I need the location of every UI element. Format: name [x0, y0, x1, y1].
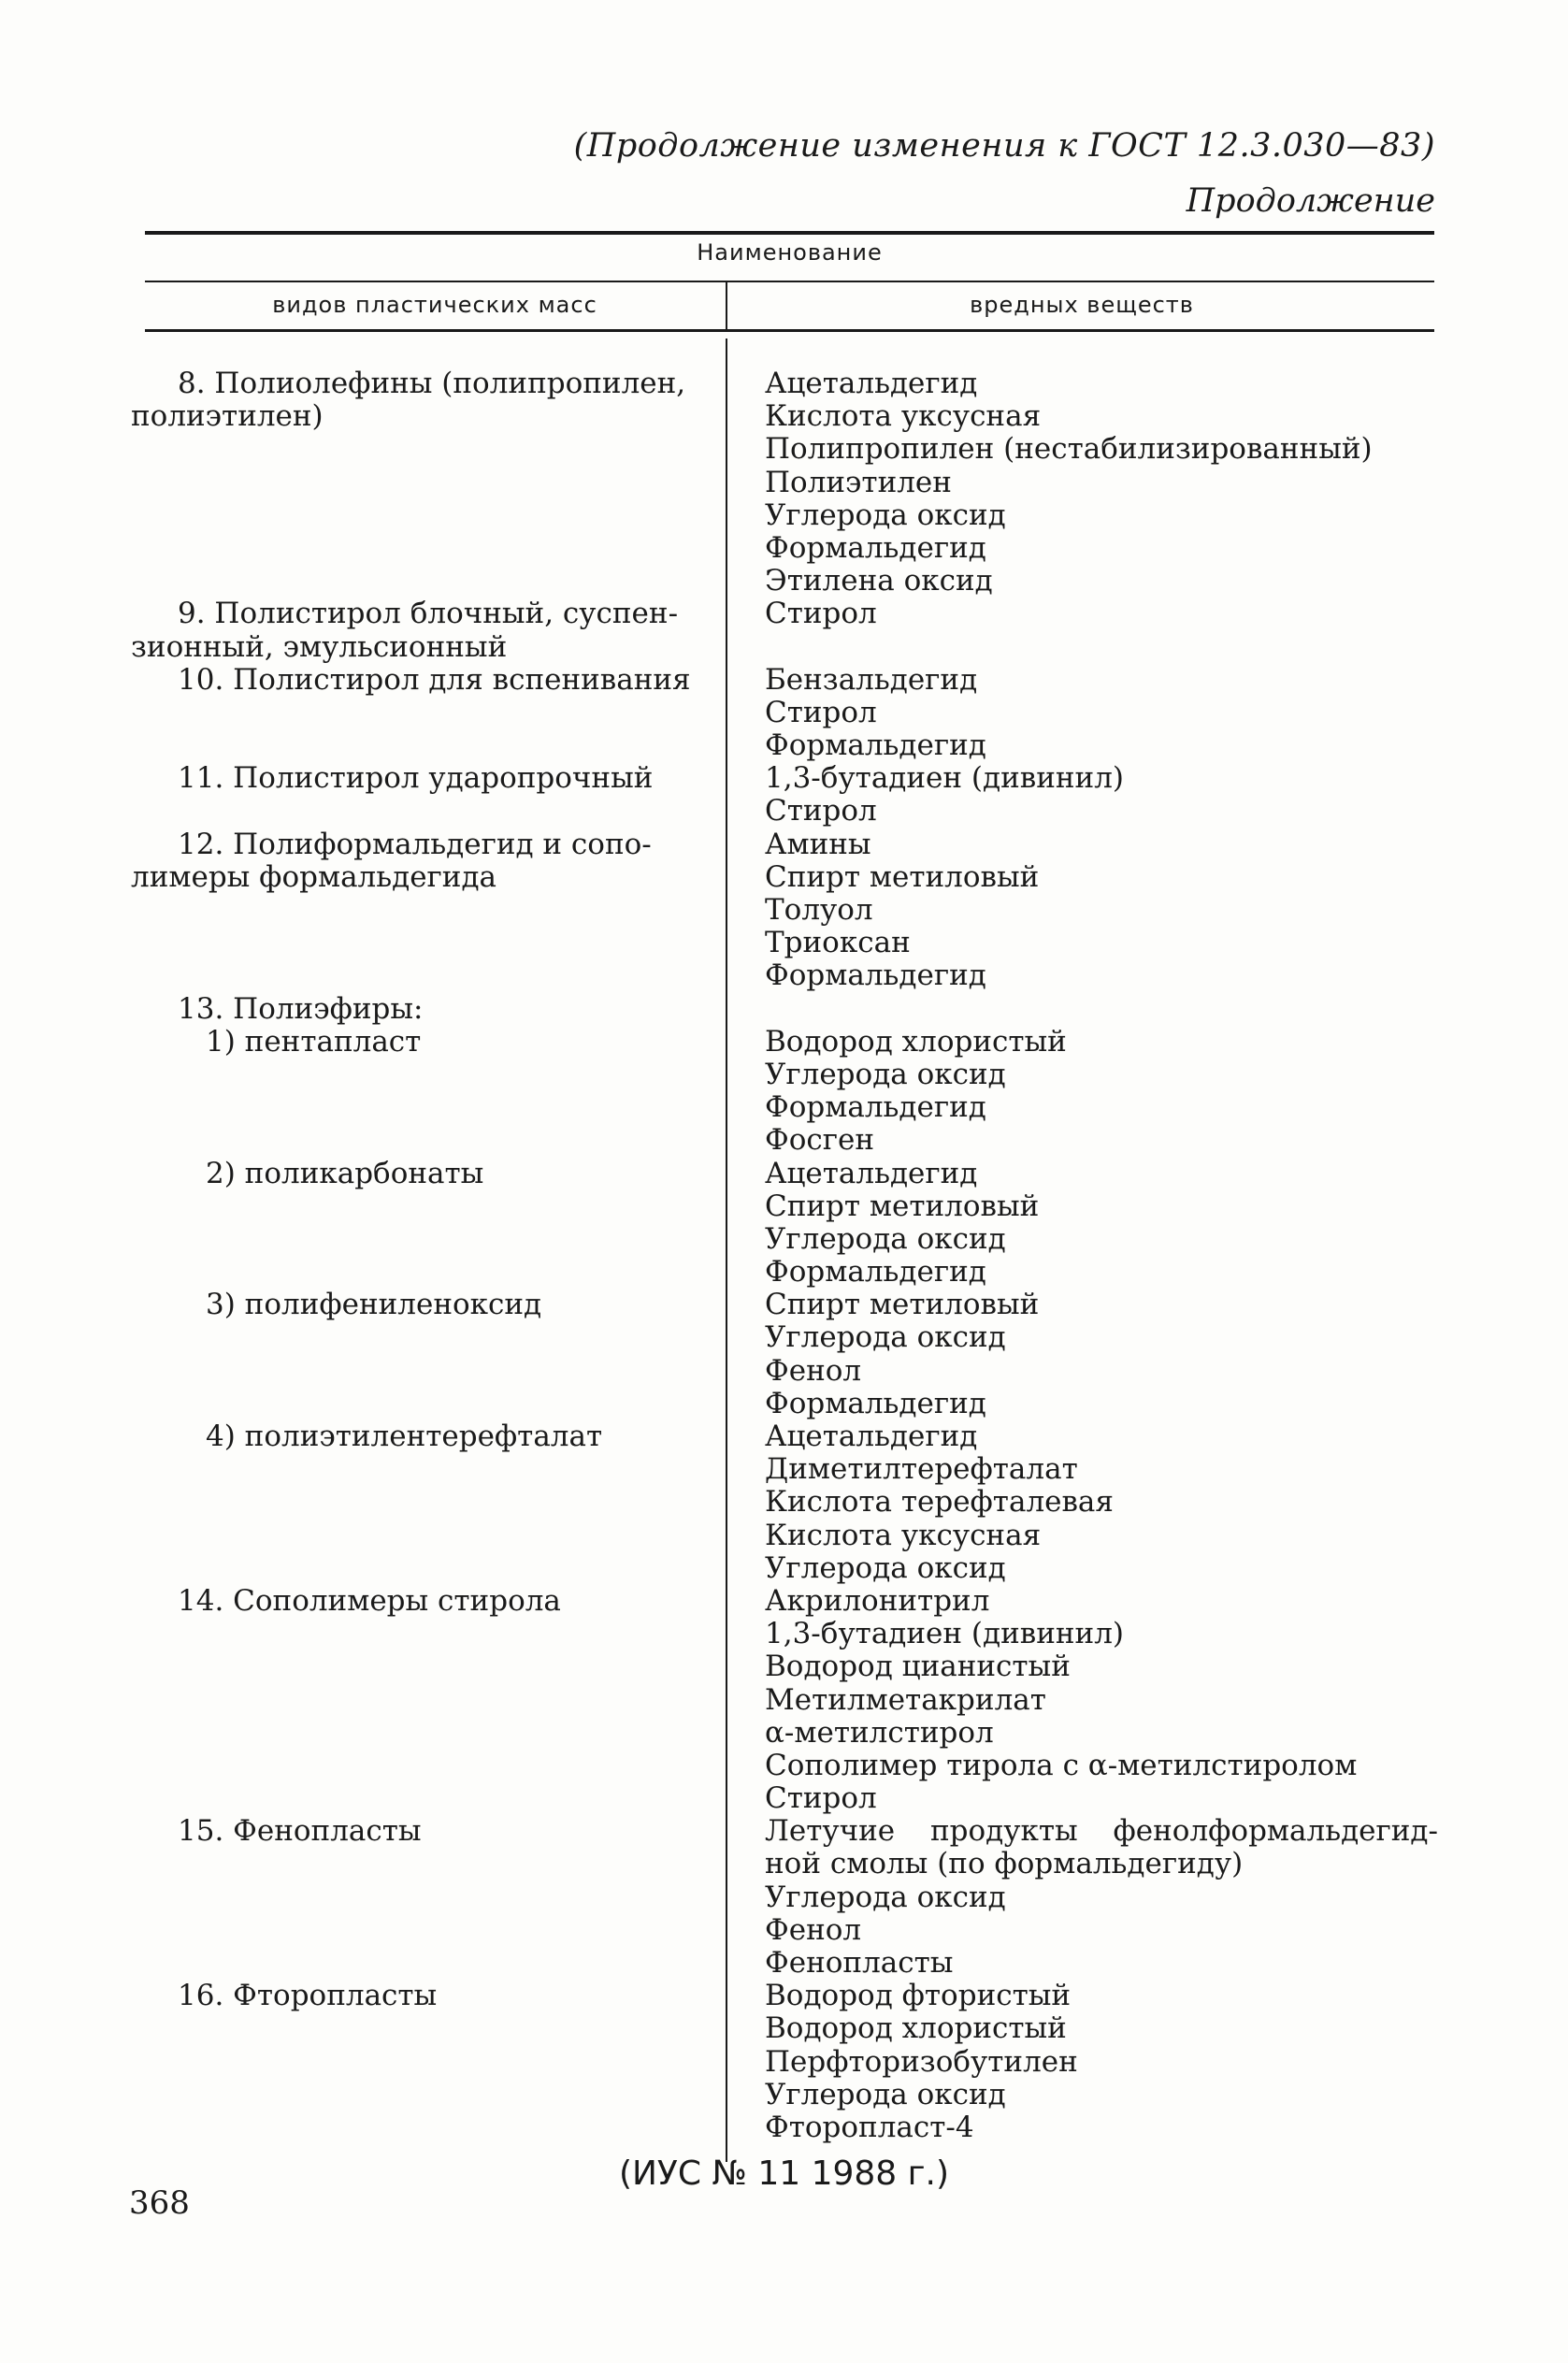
harmful-substance-line: Формальдегид — [765, 1386, 986, 1420]
plastic-type-line: 9. Полистирол блочный, суспен- — [178, 597, 679, 631]
plastic-type-line — [131, 1684, 692, 1717]
harmful-substance-line: Углерода оксид — [765, 1057, 1006, 1091]
plastic-type-line — [131, 1355, 692, 1388]
harmful-substance-line: Фенол — [765, 1912, 862, 1947]
plastic-type-line: 15. Фенопласты — [178, 1814, 422, 1849]
harmful-substance-line: Триоксан — [765, 926, 911, 960]
plastic-type-line: зионный, эмульсионный — [131, 629, 508, 664]
plastic-type-line — [131, 1750, 692, 1782]
plastic-type-line: 12. Полиформальдегид и сопо- — [178, 827, 652, 861]
plastic-type-line — [131, 729, 692, 762]
plastic-type-line: 2) поликарбонаты — [206, 1156, 484, 1190]
plastic-type-line — [131, 467, 692, 499]
harmful-substance-line: Спирт метиловый — [765, 1189, 1040, 1223]
harmful-substance-line: 1,3-бутадиен (дивинил) — [765, 761, 1124, 796]
harmful-substance-line: Фенопласты — [765, 1946, 954, 1980]
harmful-substance-line: Водород цианистый — [765, 1650, 1071, 1684]
table-header-bottom-rule — [145, 329, 1434, 332]
plastic-type-line — [131, 1453, 692, 1486]
harmful-substance-line: Фосген — [765, 1123, 875, 1158]
plastic-type-line — [131, 697, 692, 729]
harmful-substance-line: Стирол — [765, 794, 877, 828]
harmful-substance-line: Формальдегид — [765, 530, 986, 565]
harmful-substance-line: Кислота терефталевая — [765, 1485, 1114, 1520]
harmful-substance-line: Фенол — [765, 1353, 862, 1388]
plastic-type-line — [131, 1618, 692, 1650]
page-number: 368 — [129, 2184, 190, 2222]
plastic-type-line — [131, 1520, 692, 1552]
harmful-substance-line: ной смолы (по формальдегиду) — [765, 1847, 1244, 1881]
harmful-substance-line: Кислота уксусная — [765, 399, 1042, 434]
plastic-type-line — [131, 1717, 692, 1750]
harmful-substance-line: Стирол — [765, 695, 877, 729]
harmful-substance-line: Бензальдегид — [765, 662, 978, 697]
plastic-type-line — [131, 1650, 692, 1683]
harmful-substance-line: Полипропилен (нестабилизированный) — [765, 432, 1373, 467]
plastic-type-line: 11. Полистирол ударопрочный — [178, 761, 654, 796]
plastic-type-line: полиэтилен) — [131, 399, 324, 434]
harmful-substance-line: Водород хлористый — [765, 1024, 1067, 1059]
harmful-substance-line: Акрилонитрил — [765, 1583, 990, 1618]
harmful-substance-line: Ацетальдегид — [765, 1156, 978, 1190]
harmful-substance-line: Диметилтерефталат — [765, 1452, 1078, 1487]
plastic-type-line — [131, 1388, 692, 1420]
plastic-type-line — [131, 1947, 692, 1980]
harmful-substance-line: Спирт метиловый — [765, 1288, 1040, 1322]
harmful-substance-line: Стирол — [765, 1781, 877, 1816]
harmful-substance-line: Углерода оксид — [765, 497, 1006, 532]
column-heading-substances: вредных веществ — [970, 292, 1194, 318]
continuation-label: Продолжение — [1186, 182, 1435, 220]
harmful-substance-line: Летучие продукты фенолформальдегид- — [765, 1814, 1438, 1849]
plastic-type-line — [131, 959, 692, 992]
plastic-type-line: 16. Фторопласты — [178, 1979, 438, 2013]
plastic-type-line — [131, 565, 692, 598]
plastic-type-line — [131, 1881, 692, 1914]
table-top-rule — [145, 231, 1434, 235]
plastic-type-line: 3) полифениленоксид — [206, 1288, 542, 1322]
plastic-type-line: 1) пентапласт — [206, 1024, 422, 1059]
harmful-substance-line: Формальдегид — [765, 1255, 986, 1290]
heading-divider — [726, 282, 727, 329]
amendment-title: (Продолжение изменения к ГОСТ 12.3.030—83) — [573, 127, 1435, 165]
harmful-substance-line: Углерода оксид — [765, 1880, 1006, 1914]
plastics-column — [131, 367, 692, 2012]
harmful-substance-line: Ацетальдегид — [765, 367, 978, 400]
harmful-substance-line: Амины — [765, 827, 871, 861]
plastic-type-line — [131, 1782, 692, 1815]
harmful-substance-line: Водород фтористый — [765, 1979, 1072, 2013]
plastic-type-line — [131, 1091, 692, 1124]
plastic-type-line — [131, 1256, 692, 1289]
plastic-type-line: 13. Полиэфиры: — [178, 991, 424, 1026]
plastic-type-line — [131, 1848, 692, 1880]
harmful-substance-line: 1,3-бутадиен (дивинил) — [765, 1617, 1124, 1651]
plastic-type-line: 4) полиэтилентерефталат — [206, 1419, 603, 1453]
harmful-substance-line: Ацетальдегид — [765, 1419, 978, 1453]
harmful-substance-line: Углерода оксид — [765, 1550, 1006, 1585]
substances-column — [765, 367, 1438, 2144]
plastic-type-line: 10. Полистирол для вспенивания — [178, 662, 691, 697]
harmful-substance-line: Углерода оксид — [765, 2077, 1006, 2111]
harmful-substance-line: Сополимер тирола с α-метилстиролом — [765, 1748, 1358, 1782]
harmful-substance-line: Перфторизобутилен — [765, 2044, 1078, 2079]
harmful-substance-line: Стирол — [765, 597, 877, 631]
plastic-type-line — [131, 1321, 692, 1354]
plastic-type-line — [131, 433, 692, 466]
harmful-substance-line: Формальдегид — [765, 958, 986, 993]
harmful-substance-line: Метилметакрилат — [765, 1682, 1046, 1717]
plastic-type-line: лимеры формальдегида — [131, 859, 497, 894]
table-mid-rule — [145, 281, 1434, 282]
plastic-type-line — [131, 1124, 692, 1157]
plastic-type-line — [131, 927, 692, 959]
table-column-divider — [726, 339, 727, 2162]
plastic-type-line — [131, 1914, 692, 1947]
harmful-substance-line: Полиэтилен — [765, 465, 952, 499]
harmful-substance-line: Спирт метиловый — [765, 859, 1040, 894]
harmful-substance-line: Толуол — [765, 893, 873, 927]
harmful-substance-line: Углерода оксид — [765, 1221, 1006, 1256]
plastic-type-line — [131, 1486, 692, 1519]
harmful-substance-line — [765, 631, 1438, 664]
harmful-substance-line: Водород хлористый — [765, 2011, 1067, 2046]
plastic-type-line — [131, 1223, 692, 1256]
harmful-substance-line: Углерода оксид — [765, 1320, 1006, 1355]
harmful-substance-line: Формальдегид — [765, 1090, 986, 1125]
plastic-type-line — [131, 894, 692, 927]
harmful-substance-line — [765, 993, 1438, 1026]
plastic-type-line — [131, 795, 692, 828]
plastic-type-line — [131, 499, 692, 532]
plastic-type-line: 14. Сополимеры стирола — [178, 1583, 561, 1618]
harmful-substance-line: Формальдегид — [765, 728, 986, 763]
harmful-substance-line: Фторопласт-4 — [765, 2110, 974, 2144]
plastic-type-line — [131, 532, 692, 565]
plastic-type-line — [131, 1552, 692, 1585]
harmful-substance-line: α-метилстирол — [765, 1715, 994, 1750]
column-heading-plastics: видов пластических масс — [272, 292, 597, 318]
harmful-substance-line: Этилена оксид — [765, 564, 993, 598]
harmful-substance-line: Кислота уксусная — [765, 1518, 1042, 1552]
plastic-type-line — [131, 1190, 692, 1223]
footer-reference: (ИУС № 11 1988 г.) — [618, 2154, 950, 2193]
table-group-heading: Наименование — [697, 239, 883, 266]
plastic-type-line — [131, 1059, 692, 1091]
plastic-type-line: 8. Полиолефины (полипропилен, — [178, 367, 686, 400]
